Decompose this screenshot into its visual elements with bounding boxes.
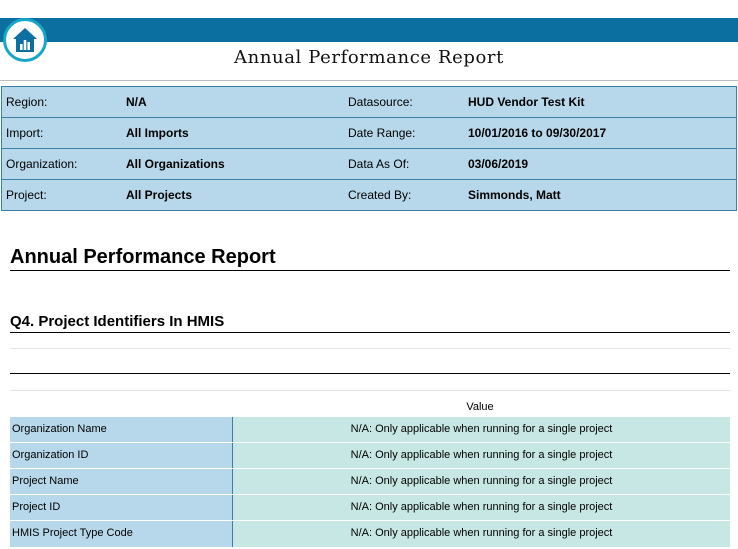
project-value: All Projects: [126, 188, 193, 202]
section-heading-q4: Q4. Project Identifiers In HMIS: [10, 312, 730, 333]
row-label: Project Name: [10, 469, 233, 494]
organization-value: All Organizations: [126, 157, 225, 171]
info-row-organization: [2, 149, 736, 180]
title-divider: [0, 80, 738, 81]
row-label: HMIS Project Type Code: [10, 521, 233, 547]
spacer-divider: [10, 348, 730, 349]
row-label: Organization ID: [10, 443, 233, 468]
datasource-label: Datasource:: [348, 95, 413, 109]
info-row-project: [2, 180, 736, 210]
created-by-label: Created By:: [348, 188, 412, 202]
table-row: [10, 521, 730, 547]
report-info-table: [1, 86, 737, 211]
data-as-of-value: 03/06/2019: [468, 157, 529, 171]
top-banner: [0, 18, 738, 42]
table-row: [10, 495, 730, 521]
table-row: [10, 443, 730, 469]
date-range-label: Date Range:: [348, 126, 416, 140]
region-label: Region:: [6, 95, 48, 109]
row-value: N/A: Only applicable when running for a single project: [233, 469, 730, 494]
project-identifiers-table: [10, 417, 730, 547]
date-range-value: 10/01/2016 to 09/30/2017: [468, 126, 607, 140]
row-value: N/A: Only applicable when running for a single project: [233, 443, 730, 468]
row-value: N/A: Only applicable when running for a single project: [233, 417, 730, 442]
value-column-header: Value: [466, 401, 494, 413]
row-value: N/A: Only applicable when running for a single project: [233, 521, 730, 547]
created-by-value: Simmonds, Matt: [468, 188, 561, 202]
organization-label: Organization:: [6, 157, 78, 171]
spacer-divider: [10, 390, 730, 391]
import-label: Import:: [6, 126, 44, 140]
data-as-of-label: Data As Of:: [348, 157, 410, 171]
table-row: [10, 417, 730, 443]
info-row-region: [2, 87, 736, 118]
region-value: N/A: [126, 95, 147, 109]
project-label: Project:: [6, 188, 47, 202]
report-heading: Annual Performance Report: [10, 244, 730, 271]
row-label: Organization Name: [10, 417, 233, 442]
import-value: All Imports: [126, 126, 189, 140]
row-value: N/A: Only applicable when running for a single project: [233, 495, 730, 520]
datasource-value: HUD Vendor Test Kit: [468, 95, 585, 109]
row-label: Project ID: [10, 495, 233, 520]
info-row-import: [2, 118, 736, 149]
table-row: [10, 469, 730, 495]
report-title: Annual Performance Report: [234, 47, 504, 68]
section-divider: [10, 373, 730, 374]
